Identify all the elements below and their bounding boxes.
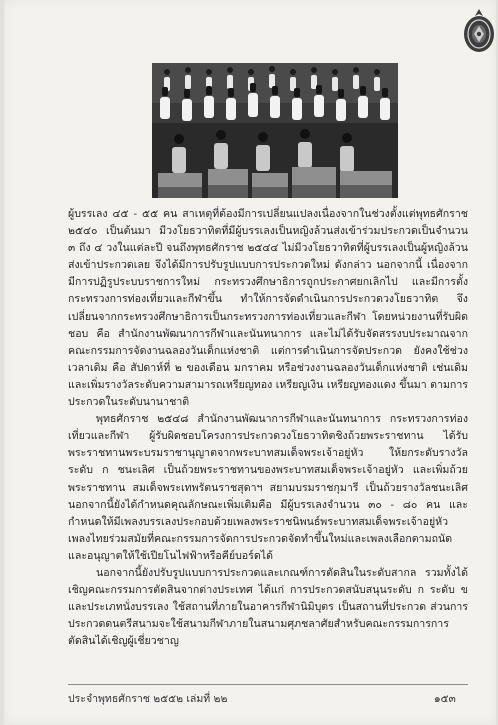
paragraph: ผู้บรรเลง ๔๕ - ๕๕ คน สาเหตุที่ต้องมีการเปลี่ยนแปลงเนื่องจากในช่วงตั้งแต่พุทธศักราช ๒๕๔๐ เป็นต้นมา มีวงโยธวาทิตที่มีผู้บรรเลงเป็นหญิงล้วนส่งเข้าร่วมประกวดเป็นจำนวน ๓ ถึง ๔ วงในแต่ละปี จนถึงพุทธศักราช ๒๕๔๔ ไม่มีวงโยธวาทิตที่ผู้บรรเลงเป็นผู้หญิงล้วนส่งเข้าประกวดเลย จึงได้มีการปรับรูปแบบการประกวดใหม่ ดังกล่าว นอกจากนี้ เนื่องจากมีการปฏิรูประบบราชการใหม่ กระทรวงศึกษาธิการถูกประกาศยกเลิกไป และมีการตั้งกระทรวงการท่องเที่ยวและกีฬาขึ้น ทำให้การจัดดำเนินการประกวดวงโยธวาทิต จึงเปลี่ยนจากกระทรวงศึกษาธิการเป็นกระทรวงการท่องเที่ยวและกีฬา โดยหน่วยงานที่รับผิดชอบ คือ สำนักงานพัฒนาการกีฬาและนันทนาการ และไม่ได้รับจัดสรรงบประมาณจากคณะกรรมการจัดงานฉลองวันเด็กแห่งชาติ แต่การดำเนินการจัดประกวด ยังคงใช้ช่วงเวลาเดิม คือ สัปดาห์ที่ ๒ ของเดือน มกราคม หรือช่วงงานฉลองวันเด็กแห่งชาติ เช่นเดิม และเพิ่มรางวัลระดับความสามารถเหรียญทอง เหรียญเงิน เหรียญทองแดง ขึ้นมา ตามการประกวดในระดับนานาชาติ [68,208,468,409]
footer-publication: ประจำพุทธศักราช ๒๕๕๒ เล่มที่ ๒๒ [68,693,228,705]
emblem-icon [462,8,496,54]
paragraph: พุทธศักราช ๒๕๔๘ สำนักงานพัฒนาการกีฬาและนันทนาการ กระทรวงการท่องเที่ยวและกีฬา ผู้รับผิดชอบโครงการประกวดวงโยธวาทิตชิงถ้วยพระราชทาน ได้รับพระราชทานพระบรมราชานุญาตจากพระบาทสมเด็จพระเจ้าอยู่หัว ให้ยกระดับรางวัล ระดับ ก ชนะเลิศ เป็นถ้วยพระราชทานของพระบาทสมเด็จพระเจ้าอยู่หัว และเพิ่มถ้วยพระราชทาน สมเด็จพระเทพรัตนราชสุดาฯ สยามบรมราชกุมารี เป็นถ้วยรางวัลชนะเลิศ นอกจากนี้ยังได้กำหนดคุณลักษณะเพิ่มเติมคือ มีผู้บรรเลงจำนวน ๓๐ - ๘๐ คน และกำหนดให้มีเพลงบรรเลงประกอบด้วยเพลงพระราชนิพนธ์พระบาทสมเด็จพระเจ้าอยู่หัว เพลงไทยร่วมสมัยที่คณะกรรมการจัดการประกวดจัดทำขึ้นใหม่และเพลงเลือกตามถนัด และอนุญาตให้ใช้เปียโนไฟฟ้าหรือคีย์บอร์ดได้ [68,413,468,562]
marching-band-photo [152,63,398,198]
body-text [68,206,468,650]
page-number: ๑๕๓ [434,693,456,705]
paragraph: นอกจากนี้ยังปรับรูปแบบการประกวดและเกณฑ์การตัดสินในระดับสากล รวมทั้งได้เชิญคณะกรรมการตัดสินจากต่างประเทศ ได้แก่ การประกวดสนับสนุนระดับ ก ระดับ ข และประเภทนั่งบรรเลง ใช้สถานที่ภายในอาคารกีฬานิมิบุตร เป็นสถานที่ประกวด ส่วนการประกวดดนตรีสนามจะใช้สนามกีฬาภายในสนามศุภชลาศัยสำหรับคณะกรรมการการตัดสินได้เชิญผู้เชี่ยวชาญ [68,566,468,648]
document-page [4,0,496,725]
footer-divider [68,684,468,685]
